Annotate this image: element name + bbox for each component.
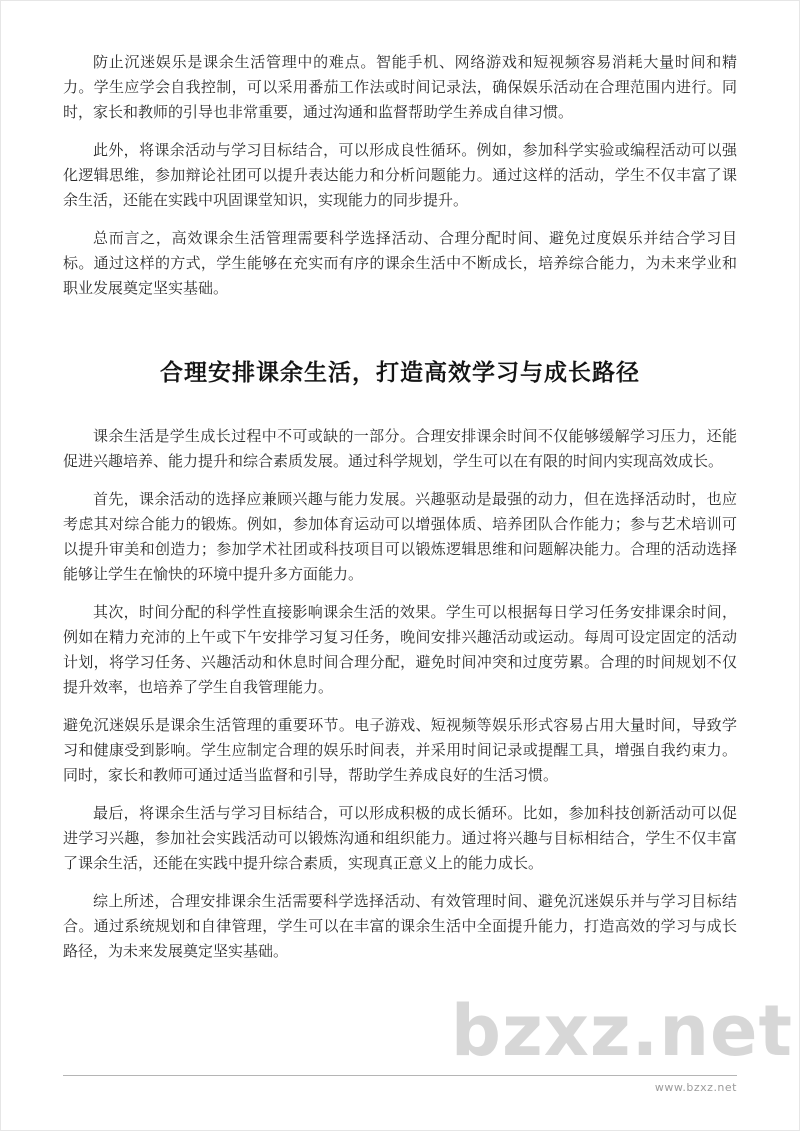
paragraph: 综上所述，合理安排课余生活需要科学选择活动、有效管理时间、避免沉迷娱乐并与学习目标结合。通过系统规划和自律管理，学生可以在丰富的课余生活中全面提升能力，打造高效的学习与成长路径，为未来发展奠定坚实基础。 <box>63 894 737 960</box>
paragraph: 其次，时间分配的科学性直接影响课余生活的效果。学生可以根据每日学习任务安排课余时间，例如在精力充沛的上午或下午安排学习复习任务，晚间安排兴趣活动或运动。每周可设定固定的活动计划，将学习任务、兴趣活动和休息时间合理分配，避免时间冲突和过度劳累。合理的时间规划不仅提升效率，也培养了学生自我管理能力。 <box>63 605 737 696</box>
footer-divider <box>63 1075 737 1076</box>
paragraph: 课余生活是学生成长过程中不可或缺的一部分。合理安排课余时间不仅能够缓解学习压力，还能促进兴趣培养、能力提升和综合素质发展。通过科学规划，学生可以在有限的时间内实现高效成长。 <box>63 429 737 470</box>
paragraph: 总而言之，高效课余生活管理需要科学选择活动、合理分配时间、避免过度娱乐并结合学习目标。通过这样的方式，学生能够在充实而有序的课余生活中不断成长，培养综合能力，为未来学业和职业发展奠定坚实基础。 <box>63 231 737 297</box>
footer-url: www.bzxz.net <box>654 1081 737 1094</box>
paragraph: 首先，课余活动的选择应兼顾兴趣与能力发展。兴趣驱动是最强的动力，但在选择活动时，也应考虑其对综合能力的锻炼。例如，参加体育运动可以增强体质、培养团队合作能力；参与艺术培训可以提升审美和创造力；参加学术社团或科技项目可以锻炼逻辑思维和问题解决能力。合理的活动选择能够让学生在愉快的环境中提升多方面能力。 <box>63 492 737 583</box>
page-title: 合理安排课余生活，打造高效学习与成长路径 <box>160 360 640 385</box>
paragraph: 避免沉迷娱乐是课余生活管理的重要环节。电子游戏、短视频等娱乐形式容易占用大量时间，导致学习和健康受到影响。学生应制定合理的娱乐时间表，并采用时间记录或提醒工具，增强自我约束力。同时，家长和教师可通过适当监督和引导，帮助学生养成良好的生活习惯。 <box>63 718 737 784</box>
paragraph: 防止沉迷娱乐是课余生活管理中的难点。智能手机、网络游戏和短视频容易消耗大量时间和精力。学生应学会自我控制，可以采用番茄工作法或时间记录法，确保娱乐活动在合理范围内进行。同时，家长和教师的引导也非常重要，通过沟通和监督帮助学生养成自律习惯。 <box>63 55 737 121</box>
paragraph: 此外，将课余活动与学习目标结合，可以形成良性循环。例如，参加科学实验或编程活动可以强化逻辑思维，参加辩论社团可以提升表达能力和分析问题能力。通过这样的活动，学生不仅丰富了课余生活，还能在实践中巩固课堂知识，实现能力的同步提升。 <box>63 143 737 209</box>
watermark: bzxz.net <box>450 990 793 1072</box>
paragraph: 最后，将课余生活与学习目标结合，可以形成积极的成长循环。比如，参加科技创新活动可以促进学习兴趣，参加社会实践活动可以锻炼沟通和组织能力。通过将兴趣与目标相结合，学生不仅丰富了课余生活，还能在实践中提升综合素质，实现真正意义上的能力成长。 <box>63 806 737 872</box>
body-section <box>63 425 737 965</box>
top-section <box>63 51 737 302</box>
document-content <box>1 1 799 965</box>
